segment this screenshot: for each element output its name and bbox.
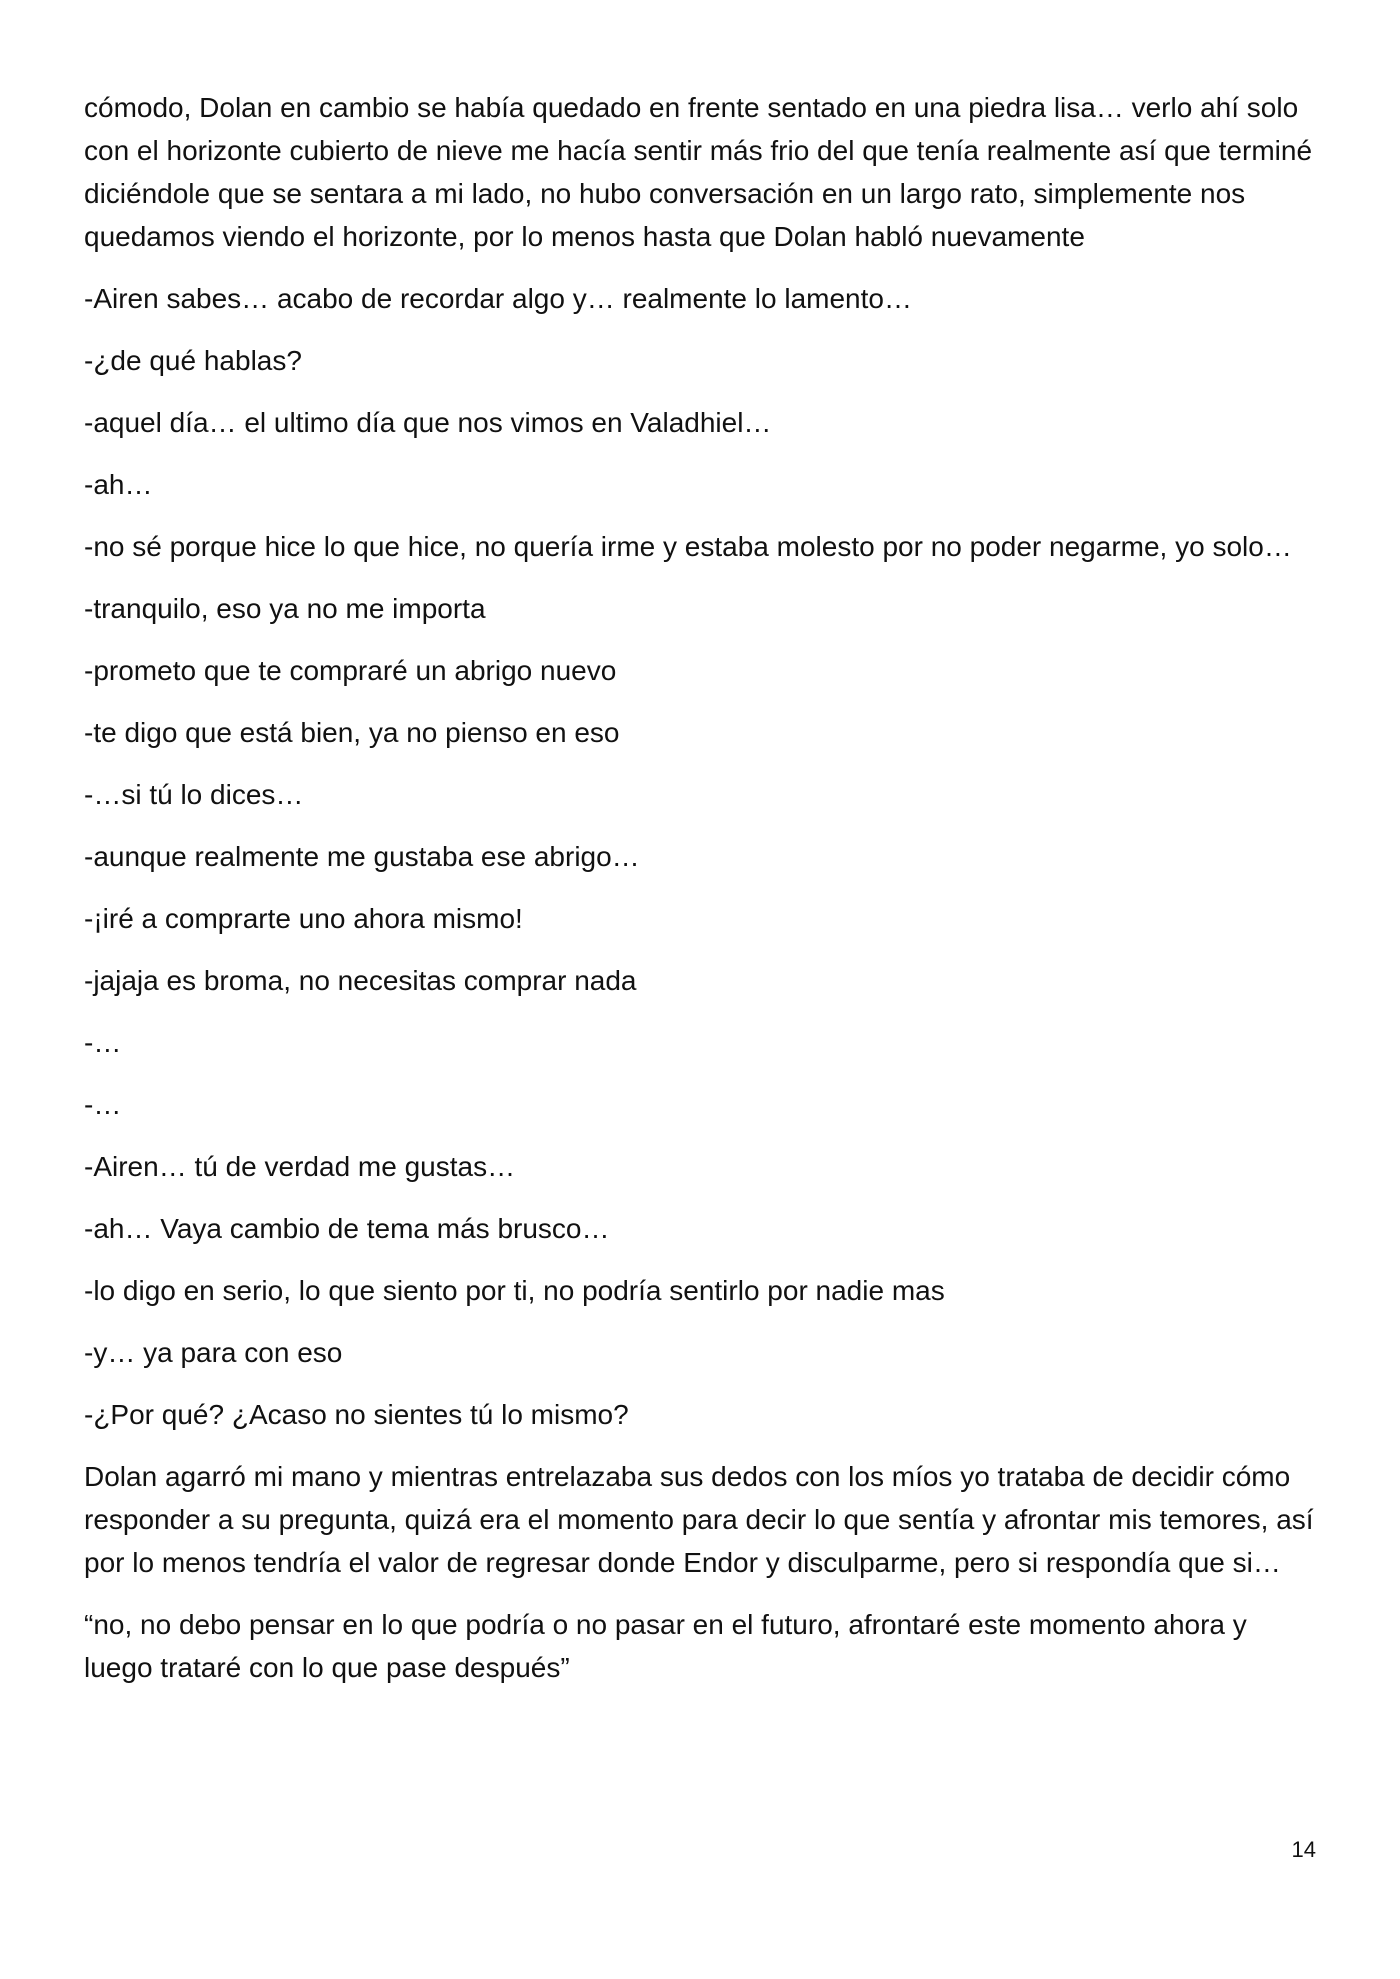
paragraph: cómodo, Dolan en cambio se había quedado en frente sentado en una piedra lisa… verlo ahí solo con el horizonte cubierto de nieve me hacía sentir más frio del que tenía realmente así que terminé diciéndole que se sentara a mi lado, no hubo conversación en un largo rato, simplemente nos quedamos viendo el horizonte, por lo menos hasta que Dolan habló nuevamente — [84, 92, 1313, 252]
dialogue-line: -… — [84, 1089, 122, 1120]
paragraph: Dolan agarró mi mano y mientras entrelazaba sus dedos con los míos yo trataba de decidir cómo responder a su pregunta, quizá era el momento para decir lo que sentía y afrontar mis temores, así por lo menos tendría el valor de regresar donde Endor y disculparme, pero si respondía que si… — [84, 1461, 1314, 1578]
quoted-thought: “no, no debo pensar en lo que podría o no pasar en el futuro, afrontaré este momento ahora y luego trataré con lo que pase después” — [84, 1609, 1247, 1683]
dialogue-line: -tranquilo, eso ya no me importa — [84, 593, 486, 624]
dialogue-line: -aunque realmente me gustaba ese abrigo… — [84, 841, 640, 872]
dialogue-line: -…si tú lo dices… — [84, 779, 304, 810]
dialogue-line: -ah… — [84, 469, 153, 500]
dialogue-line: -¿Por qué? ¿Acaso no sientes tú lo mismo? — [84, 1399, 629, 1430]
body-text — [84, 86, 1320, 1708]
dialogue-line: -prometo que te compraré un abrigo nuevo — [84, 655, 617, 686]
dialogue-line: -no sé porque hice lo que hice, no quería irme y estaba molesto por no poder negarme, yo solo… — [84, 531, 1292, 562]
dialogue-line: -lo digo en serio, lo que siento por ti, no podría sentirlo por nadie mas — [84, 1275, 945, 1306]
dialogue-line: -… — [84, 1027, 122, 1058]
dialogue-line: -¡iré a comprarte uno ahora mismo! — [84, 903, 523, 934]
page-number: 14 — [1291, 1837, 1316, 1862]
dialogue-line: -ah… Vaya cambio de tema más brusco… — [84, 1213, 610, 1244]
dialogue-line: -te digo que está bien, ya no pienso en eso — [84, 717, 620, 748]
dialogue-line: -¿de qué hablas? — [84, 345, 302, 376]
dialogue-line: -y… ya para con eso — [84, 1337, 343, 1368]
dialogue-line: -Airen… tú de verdad me gustas… — [84, 1151, 516, 1182]
dialogue-line: -jajaja es broma, no necesitas comprar nada — [84, 965, 637, 996]
dialogue-line: -aquel día… el ultimo día que nos vimos en Valadhiel… — [84, 407, 772, 438]
dialogue-line: -Airen sabes… acabo de recordar algo y… realmente lo lamento… — [84, 283, 912, 314]
